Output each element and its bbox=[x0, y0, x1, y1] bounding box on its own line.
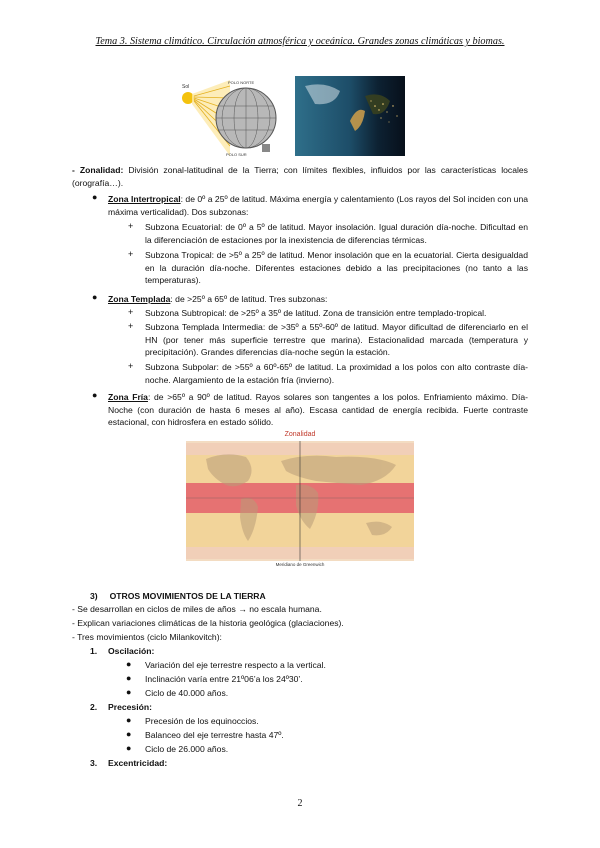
fria-item bbox=[108, 391, 528, 429]
bullet-icon: ● bbox=[126, 659, 132, 669]
bullet-icon: ● bbox=[126, 715, 132, 725]
sun-rays-figure bbox=[178, 78, 278, 158]
meridian-label: Meridiano de Greenwich bbox=[275, 562, 325, 567]
earth-night-day-image bbox=[295, 76, 405, 156]
bullet-icon: ● bbox=[92, 192, 98, 202]
subzone-item: Subzona Subtropical: de >25º a 35º de latitud. Zona de transición entre templado-tropical. bbox=[145, 308, 487, 318]
list-item: Inclinación varía entre 21º06’a los 24º30’. bbox=[145, 674, 303, 684]
plus-icon: + bbox=[128, 361, 134, 371]
list-number: 2. bbox=[90, 702, 98, 712]
subzone-item: Subzona Ecuatorial: de 0º a 5º de latitud. Mayor insolación. Igual duración día-noche. Dificultad en la diferenciación de estaciones por la inexistencia de diferencias térmicas. bbox=[145, 222, 528, 245]
subzone-item: Subzona Tropical: de >5º a 25º de latitud. Menor insolación que en la ecuatorial. Cierta desigualdad en la duración día-noche. Diferentes estaciones debido a las precipitaciones (no tanto a las temperaturas). bbox=[145, 250, 528, 286]
zonalidad-paragraph bbox=[72, 164, 528, 189]
precesion-title: Precesión: bbox=[108, 702, 152, 712]
fria-term: Zona Fría bbox=[108, 392, 148, 402]
templada-item bbox=[108, 293, 528, 306]
sun-label: Sol bbox=[182, 84, 190, 90]
fria-text: : de >65º a 90º de latitud. Rayos solares son tangentes a los polos. Enfriamiento máximo. Día- Noche (con duración de hasta 6 meses al año). Escasa cantidad de energía recibida. Fuerte contraste estacional, con hidrosfera en estado sólido. bbox=[108, 392, 528, 428]
list-item: Balanceo del eje terrestre hasta 47º. bbox=[145, 730, 284, 740]
bullet-icon: ● bbox=[92, 292, 98, 302]
page-header: Tema 3. Sistema climático. Circulación atmosférica y oceánica. Grandes zonas climáticas y biomas. bbox=[95, 36, 505, 47]
list-item: Ciclo de 40.000 años. bbox=[145, 688, 229, 698]
list-item: Precesión de los equinoccios. bbox=[145, 716, 259, 726]
zonalidad-term: - Zonalidad: bbox=[72, 165, 124, 175]
plus-icon: + bbox=[128, 321, 134, 331]
zonalidad-map-title: Zonalidad bbox=[284, 431, 316, 438]
section3-heading: 3) OTROS MOVIMIENTOS DE LA TIERRA bbox=[90, 591, 266, 601]
list-item: Variación del eje terrestre respecto a la vertical. bbox=[145, 660, 326, 670]
subzone-item: Subzona Templada Intermedia: de >35º a 55º-60º de latitud. Mayor dificultad de diferenciarlo en el HN (por tener más superficie terrestre que marina). Estacionalidad marcada (temperatura y precipitación). Grandes diferencias día-noche según la estación. bbox=[145, 322, 528, 358]
page-number: 2 bbox=[297, 798, 303, 809]
bullet-icon: ● bbox=[92, 390, 98, 400]
north-pole-label: POLO NORTE bbox=[228, 80, 255, 85]
south-pole-label: POLO SUR bbox=[226, 152, 247, 157]
section3-line: - Se desarrollan en ciclos de miles de años → no escala humana. bbox=[72, 604, 322, 614]
bullet-icon: ● bbox=[126, 729, 132, 739]
bullet-icon: ● bbox=[126, 687, 132, 697]
templada-text: : de >25º a 65º de latitud. Tres subzonas: bbox=[170, 294, 328, 304]
bullet-icon: ● bbox=[126, 673, 132, 683]
bullet-icon: ● bbox=[126, 743, 132, 753]
list-number: 3. bbox=[90, 758, 98, 768]
section3-line: - Tres movimientos (ciclo Milankovitch): bbox=[72, 632, 222, 642]
intertropical-term: Zona Intertropical bbox=[108, 194, 181, 204]
intertropical-text: : de 0º a 25º de latitud. Máxima energía y calentamiento (Los rayos del Sol inciden con una máxima verticalidad). Dos subzonas: bbox=[108, 194, 528, 217]
plus-icon: + bbox=[128, 249, 134, 259]
list-item: Ciclo de 26.000 años. bbox=[145, 744, 229, 754]
list-number: 1. bbox=[90, 646, 98, 656]
plus-icon: + bbox=[128, 221, 134, 231]
excentricidad-title: Excentricidad: bbox=[108, 758, 168, 768]
zonalidad-world-map bbox=[186, 441, 414, 561]
zonalidad-text: División zonal-latitudinal de la Tierra; con límites flexibles, influidos por las características locales (orografía…). bbox=[72, 165, 528, 188]
templada-term: Zona Templada bbox=[108, 294, 171, 304]
plus-icon: + bbox=[128, 307, 134, 317]
section3-line: - Explican variaciones climáticas de la historia geológica (glaciaciones). bbox=[72, 618, 344, 628]
oscilacion-title: Oscilación: bbox=[108, 646, 155, 656]
subzone-item: Subzona Subpolar: de >55º a 60º-65º de latitud. La proximidad a los polos con alto contraste día- noche. Alargamiento de la estación fría (invierno). bbox=[145, 362, 528, 385]
intertropical-item bbox=[108, 193, 528, 218]
